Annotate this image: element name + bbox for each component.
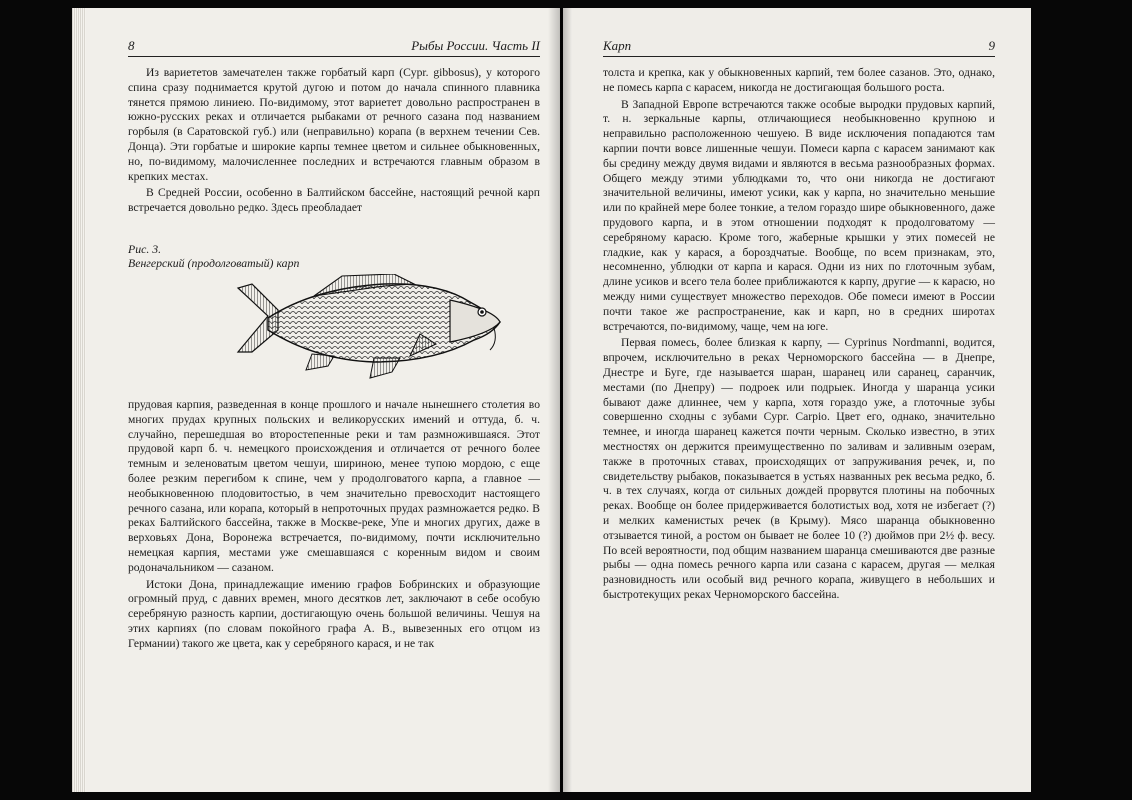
right-text [603, 66, 995, 605]
page-edges [72, 8, 86, 792]
paragraph: Истоки Дона, принадлежащие имению графов Бобринских и образующие огромный пруд, с давних времен, много десятков лет, заключают в себе особую серебряную разность карпии, достигающую очень большой величины. Чешуя на этих карпиях (по словам покойного графа А. В., вывезенных его отцом из Германии) такого же цвета, как у серебряного карася, и не так [128, 577, 540, 650]
right-page-number: 9 [988, 38, 995, 53]
figure-carp [128, 242, 528, 392]
right-running-head: Карп [603, 38, 632, 53]
left-page-header [128, 38, 540, 54]
paragraph: толста и крепка, как у обыкновенных карпий, тем более сазанов. Это, однако, не помесь карпа с карасем, никогда не достигающая большого роста. [603, 66, 995, 94]
paragraph: В Средней России, особенно в Балтийском бассейне, настоящий речной карп встречается довольно редко. Здесь преобладает [128, 186, 540, 215]
paragraph: прудовая карпия, разведенная в конце прошлого и начале нынешнего столетия во многих прудах крупных польских и великорусских имений и оттуда, б. ч. случайно, перешедшая во второстепенные реки и там размножившаяся. Этот прудовой карп б. ч. немецкого происхождения и отличается от речного более темным и зеленоватым цветом чешуи, шириною, менее тупою мордою, с еще более резким перегибом к спине, чем у продолговатого карпа, а главное — необыкновенною плодовитостью, в чем значительно превосходит настоящего речного сазана, или корапа, который в непроточных прудах размножается редко. В реках Балтийского бассейна, также в Москве-реке, Упе и многих других, даже в верховьях Дона, Воронежа встречается, по-видимому, почти исключительно немецкая карпия, местами уже смешавшаяся с коренным видом и своим родоначальником — сазаном. [128, 398, 540, 574]
figure-caption: Венгерский (продолговатый) карп [128, 256, 300, 270]
figure-label: Рис. 3. [128, 242, 162, 256]
left-page-number: 8 [128, 38, 135, 53]
right-page-header [603, 38, 995, 54]
carp-illustration-icon [224, 274, 506, 386]
left-text-top [128, 66, 540, 218]
left-page [72, 8, 560, 792]
paragraph: В Западной Европе встречаются также особые выродки прудовых карпий, т. н. зеркальные карпы, отличающиеся необыкновенно крупною и неправильно расположенною чешуею. В виде исключения попадаются там карпии почти вовсе лишенные чешуи. Помеси карпа с карасем занимают как бы средину между двумя видами и являются в весьма разнообразных формах. Общего между этими ублюдками то, что они никогда не достигают значительной величины, имеют усики, как у карпа, но значительно меньшие или по крайней мере более тонкие, а телом гораздо шире обыкновенного, даже прудового карпа, и в этом отношении подходят к продолговатому — серебряному карасю. Кроме того, жаберные крышки у этих помесей не гладкие, как у карася, а бороздчатые. Вообще, по всем признакам, это, несомненно, ублюдки от карпа и карася. Одни из них по глоточным зубам, длине усиков и всего тела более приближаются к карпу, другие — к карасю, но между ними существует множество переходов. Обе помеси имеют в России почти такое же распространение, как и карп, но в средних широтах встречаются, по-видимому, чаще, чем на юге. [603, 97, 995, 333]
paragraph: Первая помесь, более близкая к карпу, — Cyprinus Nordmanni, водится, впрочем, исключительно в реках Черноморского бассейна — в Днепре, Днестре и Буге, где называется шаран, шаранец или саранец, саранчик, местами (по Днепру) — подроек или подрыек. Иногда у шаранца усики бывают даже длиннее, чем у карпа, хотя гораздо уже, а глоточные зубы совершенно сходны с зубами Cypr. Carpio. Цвет его, однако, значительно темнее, и иногда шаранец кажется почти черным. Сколько известно, в этих местностях он держится преимущественно по заливам и заливным озерам, также в проточных ставах, происходящих от запруживания речек, и, по свидетельству рыбаков, показывается в устьях названных рек весьма редко, б. ч. в тех случаях, когда от сильных дождей прорвутся плотины на побочных реках. Вообще он более придерживается болотистых вод, хотя не избегает (?) и мелких каменистых речек (в Крыму). Мясо шаранца обыкновенно отзывается тиной, а ростом он бывает не более 10 (?) дюймов при 2½ ф. весу. По всей вероятности, под общим названием шаранца смешиваются две разные рыбы — одна помесь речного карпа или сазана с карасем, другая — мелкая разновидность или особый вид речного корапа, живущего в небольших и быстротекущих реках Черноморского бассейна. [603, 336, 995, 601]
left-running-head: Рыбы России. Часть II [411, 38, 540, 53]
book-gutter [548, 8, 572, 792]
paragraph: Из вариететов замечателен также горбатый карп (Cypr. gibbosus), у которого спина сразу поднимается крутой дугою и потом до начала спинного плавника тянется прямою линиею. По-видимому, этот вариетет довольно распространен в южно-русских реках и отличается рыбаками от речного сазана под названием горбыля (в Саратовской губ.) или (неправильно) корапа (в верхнем течении Сев. Донца). Эти горбатые и широкие карпы темнее цветом и сильнее обыкновенных, но, по-видимому, малочисленнее последних и встречаются главным образом в крепких местах. [128, 66, 540, 183]
header-rule [603, 56, 995, 57]
left-text-bottom [128, 398, 540, 654]
header-rule [128, 56, 540, 57]
right-page [563, 8, 1031, 792]
